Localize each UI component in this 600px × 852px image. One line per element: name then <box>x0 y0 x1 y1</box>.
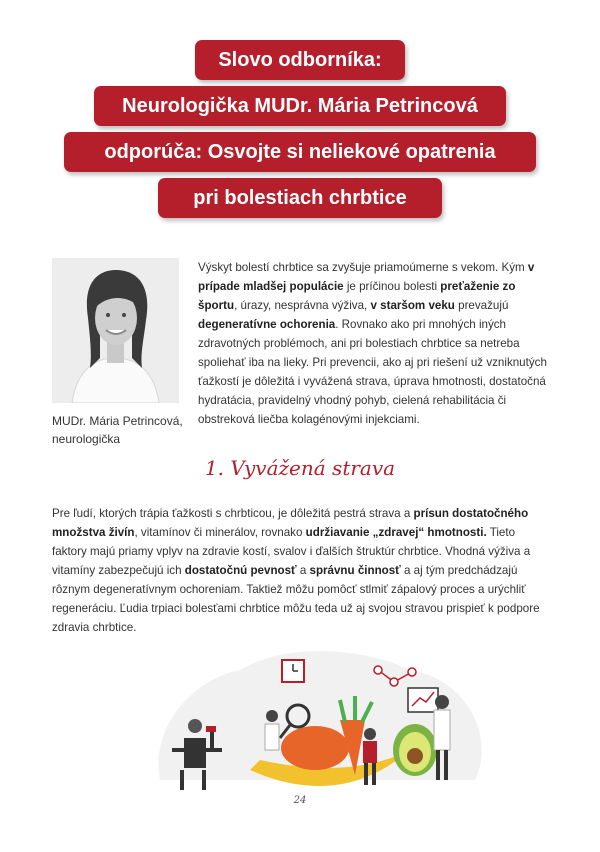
intro-paragraph <box>198 258 548 429</box>
intro-text: je príčinou bolesti <box>343 280 441 293</box>
orange-icon <box>281 726 349 770</box>
section-heading: 1. Vyvážená strava <box>204 456 396 480</box>
intro-text: . Rovnako ako pri mnohých iných zdravotných problémoch, ani pri bolestiach chrbtice sa netreba spoliehať iba na lieky. Pri prevencii, ako aj pri riešení už vzniknutých ťažkostí je dôležitá i vyvážená strava, úprava hmotnosti, dostatočná hydratácia, pravidelný vhodný pohyb, cielená rehabilitácia či obstreková liečba kolagénovými injekciami. <box>198 318 547 426</box>
portrait-illustration <box>52 258 179 403</box>
title-block <box>0 40 600 218</box>
body-text: Pre ľudí, ktorých trápia ťažkosti s chrbticou, je dôležitá pestrá strava a <box>52 507 414 520</box>
intro-text: prevažujú <box>454 299 509 312</box>
portrait-caption <box>52 412 192 448</box>
intro-bold: v prípade mladšej populácie <box>198 261 535 293</box>
caption-role: neurologička <box>52 432 121 446</box>
intro-text: , úrazy, nesprávna výživa, <box>234 299 371 312</box>
nutrition-illustration <box>150 630 490 802</box>
body-text: a <box>296 564 310 577</box>
section-paragraph <box>52 504 552 637</box>
title-line-3: odporúča: Osvojte si neliekové opatrenia <box>64 132 536 172</box>
doctor-portrait-image <box>52 258 179 403</box>
nutrition-scene <box>150 630 490 802</box>
body-text: Tieto faktory majú priamy vplyv na zdravie kostí, svalov i ďalších štruktúr chrbtice. Vhodná výživa a vitamíny zabezpečujú ich <box>52 526 531 577</box>
title-line-2: Neurologička MUDr. Mária Petrincová <box>94 86 506 126</box>
body-bold: prísun dostatočného množstva živín <box>52 507 529 539</box>
body-text: a aj tým predchádzajú rôznym degeneratívnym ochoreniam. Taktiež môžu pomôcť stlmiť zápalový proces a urýchliť regeneráciu. Ľudia trpiaci bolesťami chrbtice môžu teda už aj svojou stravou prispieť k podpore zdravia chrbtice. <box>52 564 540 634</box>
body-text: , vitamínov či minerálov, rovnako <box>134 526 306 539</box>
intro-bold: v staršom veku <box>370 299 455 312</box>
body-bold: udržiavanie „zdravej“ hmotnosti. <box>305 526 487 539</box>
caption-name: MUDr. Mária Petrincová, <box>52 414 183 428</box>
intro-bold: preťaženie zo športu <box>198 280 516 312</box>
intro-text: Výskyt bolestí chrbtice sa zvyšuje priamoúmerne s vekom. Kým <box>198 261 528 274</box>
body-bold: dostatočnú pevnosť <box>184 564 297 577</box>
title-line-4: pri bolestiach chrbtice <box>158 178 442 218</box>
body-bold: správnu činnosť <box>309 564 401 577</box>
page-number: 24 <box>293 795 307 806</box>
title-line-1: Slovo odborníka: <box>195 40 405 80</box>
intro-bold: degeneratívne ochorenia <box>198 318 336 331</box>
